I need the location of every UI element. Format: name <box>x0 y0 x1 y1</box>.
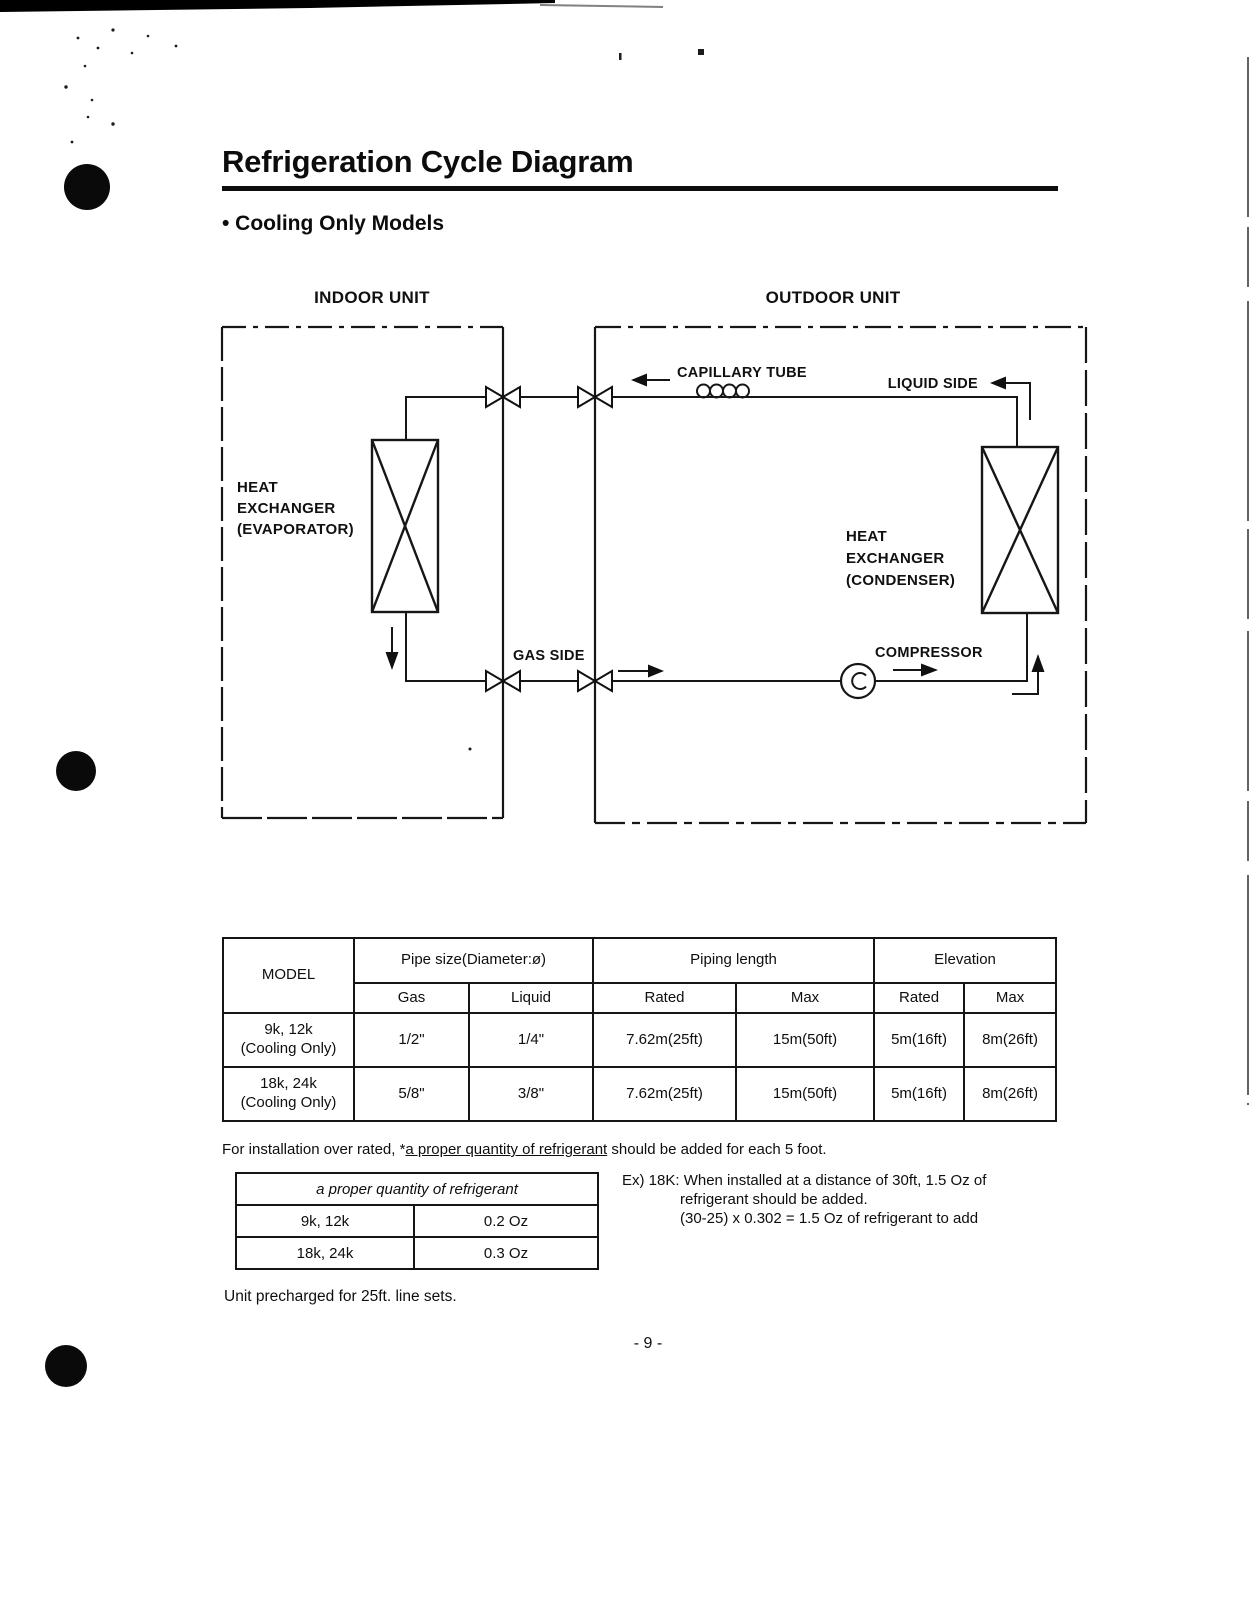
example-line-3: (30-25) x 0.302 = 1.5 Oz of refrigerant to add <box>680 1210 979 1227</box>
model-cell: 9k, 12k <box>236 1205 414 1237</box>
col-group-elevation: Elevation <box>874 938 1056 983</box>
binder-hole-middle <box>56 751 96 791</box>
flow-arrow-liquid-left-icon <box>990 377 1030 421</box>
binder-hole-bottom <box>45 1345 87 1387</box>
liquid-pipe-size-cell: 1/4" <box>469 1013 593 1067</box>
piping-max-cell: 15m(50ft) <box>736 1067 874 1121</box>
svg-text:EXCHANGER: EXCHANGER <box>237 500 336 517</box>
example-calculation <box>622 1171 986 1228</box>
compressor-label: COMPRESSOR <box>875 645 983 661</box>
model-cell: 18k, 24k <box>236 1237 414 1269</box>
refrigerant-quantity-table <box>235 1172 599 1270</box>
svg-text:EXCHANGER: EXCHANGER <box>846 550 945 567</box>
table-row <box>236 1205 598 1237</box>
binder-hole-top <box>64 164 110 210</box>
liquid-line-pipe <box>406 397 1017 447</box>
flow-arrow-capillary-left-icon <box>631 374 670 387</box>
svg-text:(EVAPORATOR): (EVAPORATOR) <box>237 521 354 538</box>
page-number: - 9 - <box>633 1335 663 1352</box>
elev-max-cell: 8m(26ft) <box>964 1067 1056 1121</box>
scan-line-artifact <box>540 5 663 7</box>
title-underline <box>222 186 1058 191</box>
page-title: Refrigeration Cycle Diagram <box>222 144 634 179</box>
scan-edge-smudge <box>0 0 555 12</box>
indoor-unit-box <box>222 327 503 818</box>
svg-text:HEAT: HEAT <box>846 528 887 545</box>
piping-rated-cell: 7.62m(25ft) <box>593 1013 736 1067</box>
liquid-pipe-size-cell: 3/8" <box>469 1067 593 1121</box>
col-header-piping-max: Max <box>736 983 874 1013</box>
flow-arrow-down-icon <box>386 627 399 670</box>
capillary-coil-icon <box>697 385 749 398</box>
model-cell: 18k, 24k (Cooling Only) <box>223 1067 354 1121</box>
amount-cell: 0.3 Oz <box>414 1237 598 1269</box>
svg-text:HEAT: HEAT <box>237 479 278 496</box>
table-row <box>223 1067 1056 1121</box>
example-line-2: refrigerant should be added. <box>680 1191 868 1208</box>
condenser-label <box>846 528 955 589</box>
elev-rated-cell: 5m(16ft) <box>874 1013 964 1067</box>
refrigeration-cycle-diagram <box>200 270 1100 840</box>
refrigerant-table-title: a proper quantity of refrigerant <box>236 1173 598 1205</box>
underlined-phrase: a proper quantity of refrigerant <box>405 1141 608 1158</box>
installation-note: For installation over rated, *a proper quantity of refrigerant should be added for each 5 foot. <box>222 1141 827 1158</box>
compressor-icon <box>841 664 875 698</box>
piping-max-cell: 15m(50ft) <box>736 1013 874 1067</box>
col-header-elev-max: Max <box>964 983 1056 1013</box>
flow-arrow-compressor-right-icon <box>893 664 938 677</box>
liquid-side-label: LIQUID SIDE <box>887 376 978 392</box>
evaporator-heat-exchanger-icon <box>372 440 438 612</box>
precharge-note: Unit precharged for 25ft. line sets. <box>224 1288 457 1305</box>
col-header-gas: Gas <box>354 983 469 1013</box>
svg-text:(CONDENSER): (CONDENSER) <box>846 572 956 589</box>
indoor-unit-label: INDOOR UNIT <box>314 288 430 307</box>
gas-pipe-size-cell: 5/8" <box>354 1067 469 1121</box>
condenser-heat-exchanger-icon <box>982 447 1058 613</box>
flow-arrow-condenser-up-icon <box>1012 654 1045 694</box>
evaporator-label <box>237 479 354 538</box>
amount-cell: 0.2 Oz <box>414 1205 598 1237</box>
section-subtitle: • Cooling Only Models <box>222 212 445 235</box>
outdoor-unit-box <box>595 327 1086 823</box>
col-header-liquid: Liquid <box>469 983 593 1013</box>
table-row <box>223 1013 1056 1067</box>
col-header-elev-rated: Rated <box>874 983 964 1013</box>
col-group-piping-length: Piping length <box>593 938 874 983</box>
outdoor-unit-label: OUTDOOR UNIT <box>765 288 901 307</box>
gas-pipe-size-cell: 1/2" <box>354 1013 469 1067</box>
gas-side-label: GAS SIDE <box>513 648 585 664</box>
example-line-1: Ex) 18K: When installed at a distance of 30ft, 1.5 Oz of <box>622 1172 987 1189</box>
capillary-tube-label: CAPILLARY TUBE <box>677 365 807 381</box>
table-row <box>236 1237 598 1269</box>
col-header-model: MODEL <box>223 938 354 1013</box>
elev-rated-cell: 5m(16ft) <box>874 1067 964 1121</box>
elev-max-cell: 8m(26ft) <box>964 1013 1056 1067</box>
flow-arrow-gas-right-icon <box>618 665 664 678</box>
piping-spec-table <box>222 937 1057 1122</box>
col-group-pipe-size: Pipe size(Diameter:ø) <box>354 938 593 983</box>
model-cell: 9k, 12k (Cooling Only) <box>223 1013 354 1067</box>
col-header-piping-rated: Rated <box>593 983 736 1013</box>
piping-rated-cell: 7.62m(25ft) <box>593 1067 736 1121</box>
